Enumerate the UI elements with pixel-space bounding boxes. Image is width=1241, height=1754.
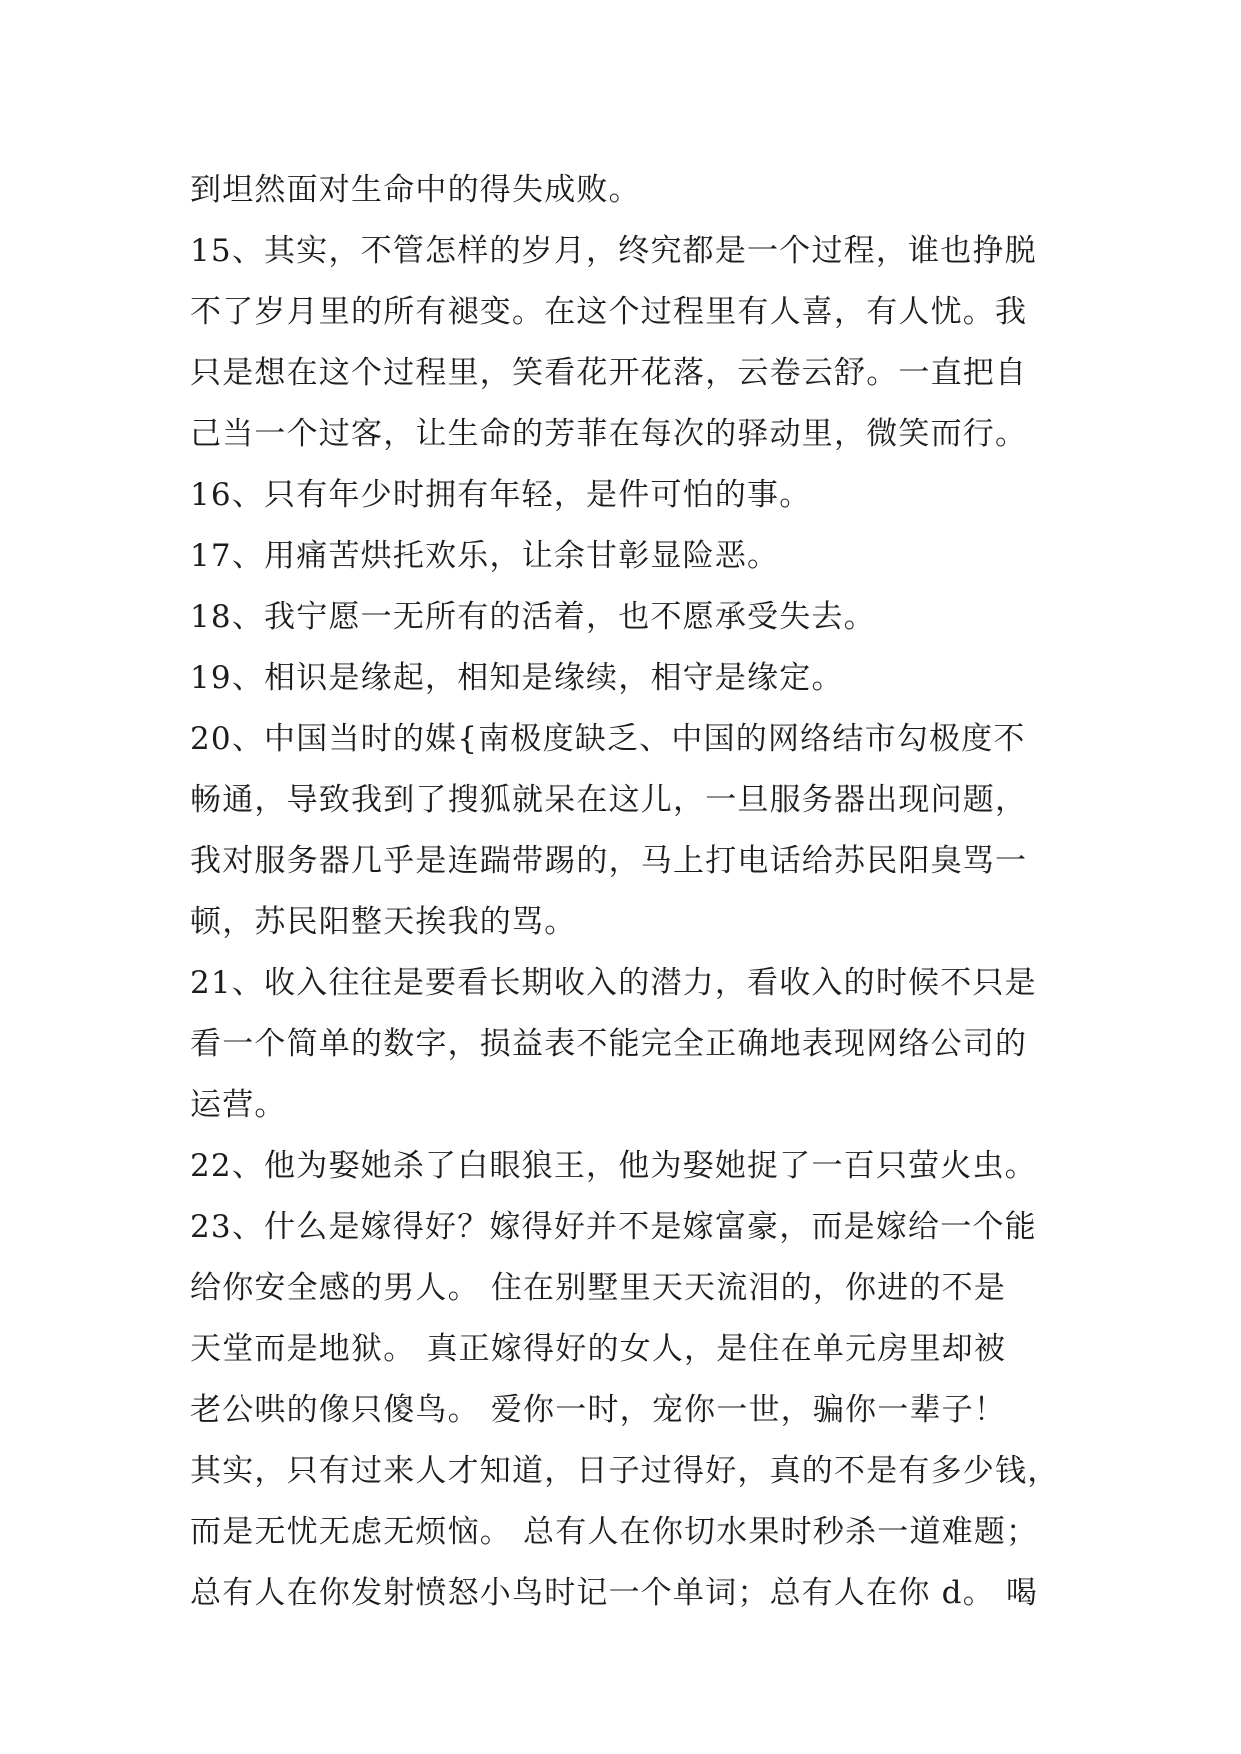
text-line: 老公哄的像只傻鸟。 爱你一时，宠你一世，骗你一辈子！ [190,1392,1007,1428]
text-line: 总有人在你发射愤怒小鸟时记一个单词；总有人在你 d。 喝 [190,1575,1039,1611]
text-line: 18、我宁愿一无所有的活着，也不愿承受失去。 [190,599,876,635]
text-line: 我对服务器几乎是连踹带踢的，马上打电话给苏民阳臭骂一 [190,843,1028,879]
text-line: 己当一个过客，让生命的芳菲在每次的驿动里，微笑而行。 [190,416,1028,452]
text-line: 顿，苏民阳整天挨我的骂。 [190,904,577,940]
text-line: 而是无忧无虑无烦恼。 总有人在你切水果时秒杀一道难题； [190,1514,1039,1550]
text-line: 22、他为娶她杀了白眼狼王，他为娶她捉了一百只萤火虫。 [190,1148,1037,1184]
text-line: 到坦然面对生命中的得失成败。 [190,172,641,208]
text-line: 畅通，导致我到了搜狐就呆在这儿，一旦服务器出现问题， [190,782,1028,818]
text-line: 23、什么是嫁得好？嫁得好并不是嫁富豪，而是嫁给一个能 [190,1209,1037,1245]
text-line: 16、只有年少时拥有年轻，是件可怕的事。 [190,477,812,513]
text-line: 19、相识是缘起，相知是缘续，相守是缘定。 [190,660,844,696]
text-line: 只是想在这个过程里，笑看花开花落，云卷云舒。一直把自 [190,355,1028,391]
text-line: 运营。 [190,1087,287,1123]
text-line: 看一个简单的数字，损益表不能完全正确地表现网络公司的 [190,1026,1028,1062]
text-line: 21、收入往往是要看长期收入的潜力，看收入的时候不只是 [190,965,1037,1001]
text-line: 不了岁月里的所有褪变。在这个过程里有人喜，有人忧。我 [190,294,1028,330]
text-line: 15、其实，不管怎样的岁月，终究都是一个过程，谁也挣脱 [190,233,1037,269]
text-line: 其实，只有过来人才知道，日子过得好，真的不是有多少钱， [190,1453,1060,1489]
document-body [190,160,1090,1624]
text-line: 给你安全感的男人。 住在别墅里天天流泪的，你进的不是 [190,1270,1007,1306]
text-line: 20、中国当时的媒{南极度缺乏、中国的网络结市勾极度不 [190,721,1026,757]
text-line: 天堂而是地狱。 真正嫁得好的女人，是住在单元房里却被 [190,1331,1007,1367]
text-line: 17、用痛苦烘托欢乐，让余甘彰显险恶。 [190,538,780,574]
